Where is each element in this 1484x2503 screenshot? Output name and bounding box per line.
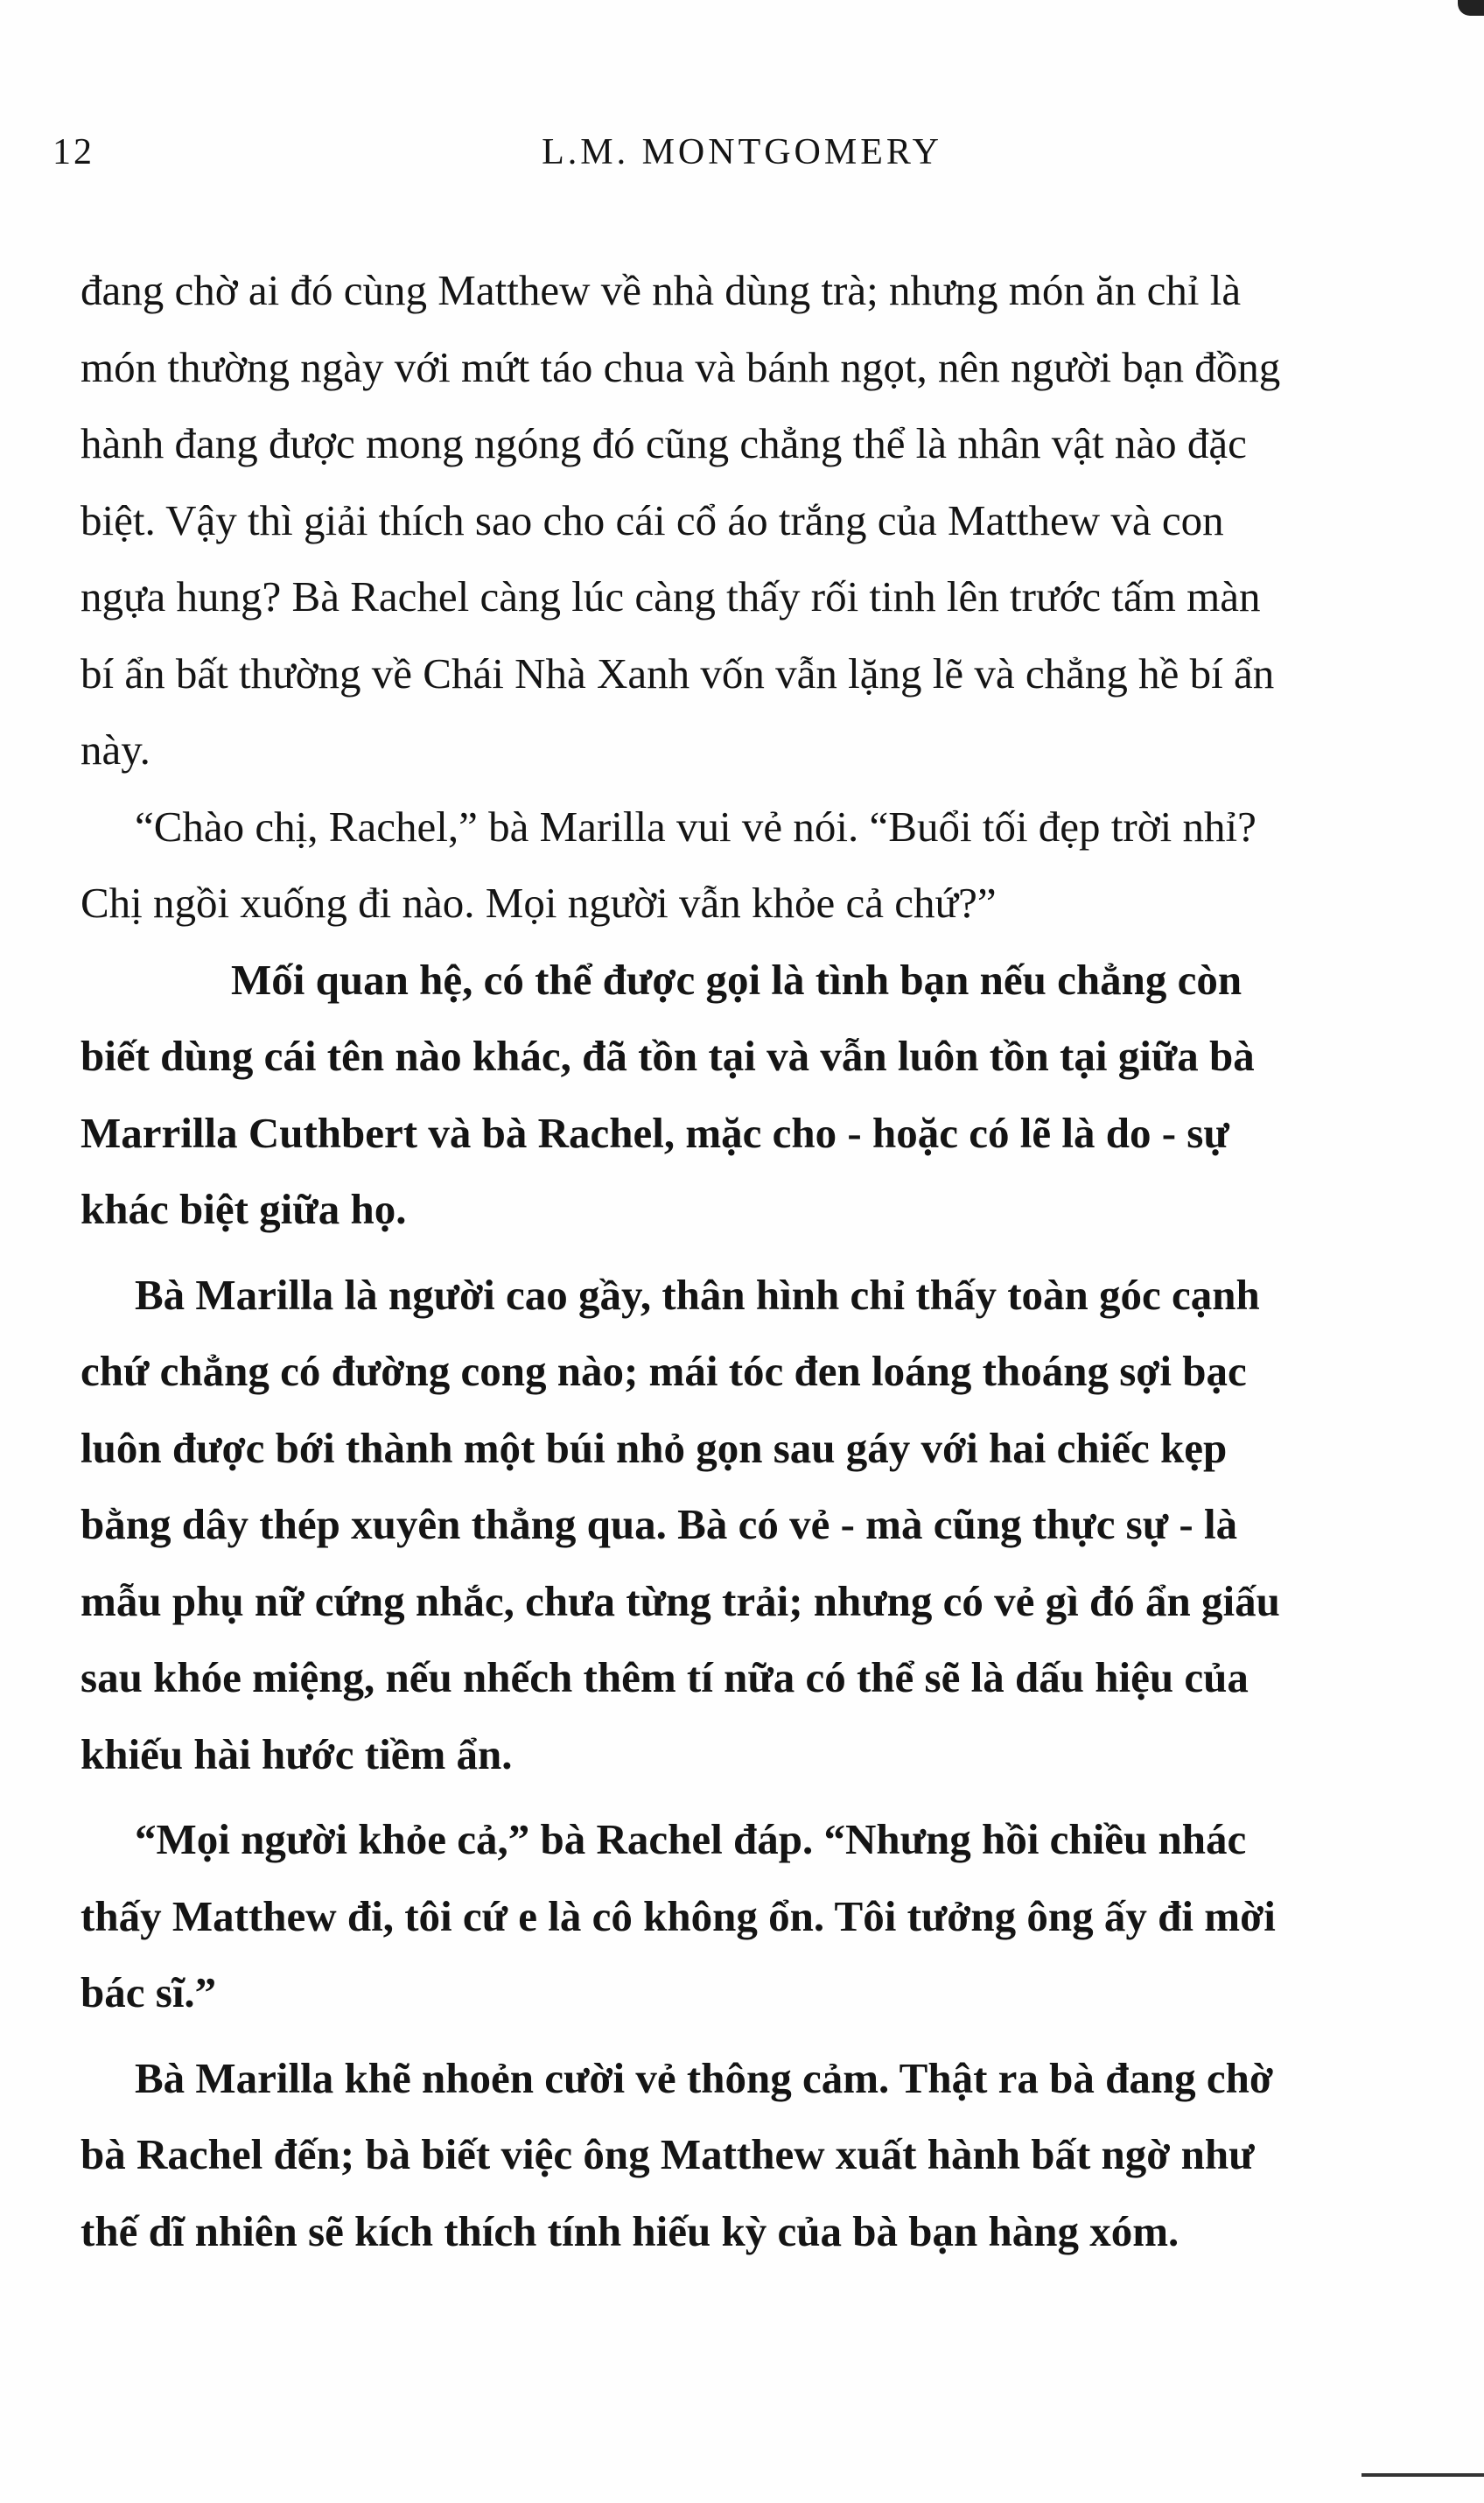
- running-header: [52, 131, 1432, 184]
- paragraph-continued: đang chờ ai đó cùng Matthew về nhà dùng trà; nhưng món ăn chỉ là món thường ngày với mứt táo chua và bánh ngọt, nên người bạn đồng hành đang được mong ngóng đó cũng chẳng thể là nhân vật nào đặc biệt. Vậy thì giải thích sao cho cái cổ áo trắng của Matthew và con ngựa hung? Bà Rachel càng lúc càng thấy rối tinh lên trước tấm màn bí ẩn bất thường về Chái Nhà Xanh vốn vẫn lặng lẽ và chẳng hề bí ẩn này.: [80, 266, 1281, 774]
- paragraph-dialogue-marilla: “Chào chị, Rachel,” bà Marilla vui vẻ nói. “Buổi tối đẹp trời nhỉ? Chị ngồi xuống đi nào. Mọi người vẫn khỏe cả chứ?”: [80, 802, 1256, 927]
- paragraph-marilla-smile: Bà Marilla khẽ nhoẻn cười vẻ thông cảm. Thật ra bà đang chờ bà Rachel đến; bà biết việc ông Matthew xuất hành bất ngờ như thế dĩ nhiên sẽ kích thích tính hiếu kỳ của bà bạn hàng xóm.: [80, 2053, 1274, 2255]
- body-text: [80, 252, 1298, 2269]
- page-number: 12: [52, 132, 94, 172]
- paragraph-dialogue-rachel: “Mọi người khỏe cả,” bà Rachel đáp. “Nhưng hồi chiều nhác thấy Matthew đi, tôi cứ e là cô không ổn. Tôi tưởng ông ấy đi mời bác sĩ.”: [80, 1815, 1276, 2016]
- author-name: L.M. MONTGOMERY: [542, 132, 942, 172]
- page-edge-shadow: [1458, 0, 1484, 16]
- paragraph-marilla-description: Bà Marilla là người cao gầy, thân hình chỉ thấy toàn góc cạnh chứ chẳng có đường cong nào; mái tóc đen loáng thoáng sợi bạc luôn được bới thành một búi nhỏ gọn sau gáy với hai chiếc kẹp bằng dây thép xuyên thẳng qua. Bà có vẻ - mà cũng thực sự - là mẫu phụ nữ cứng nhắc, chưa từng trải; nhưng có vẻ gì đó ẩn giấu sau khóe miệng, nếu nhếch thêm tí nữa có thể sẽ là dấu hiệu của khiếu hài hước tiềm ẩn.: [80, 1270, 1280, 1778]
- page-edge-line: [1362, 2473, 1484, 2477]
- paragraph-relationship: Mối quan hệ, có thể được gọi là tình bạn nếu chẳng còn biết dùng cái tên nào khác, đã tồn tại và vẫn luôn tồn tại giữa bà Marrilla Cuthbert và bà Rachel, mặc cho - hoặc có lẽ là do - sự khác biệt giữa họ.: [80, 955, 1255, 1233]
